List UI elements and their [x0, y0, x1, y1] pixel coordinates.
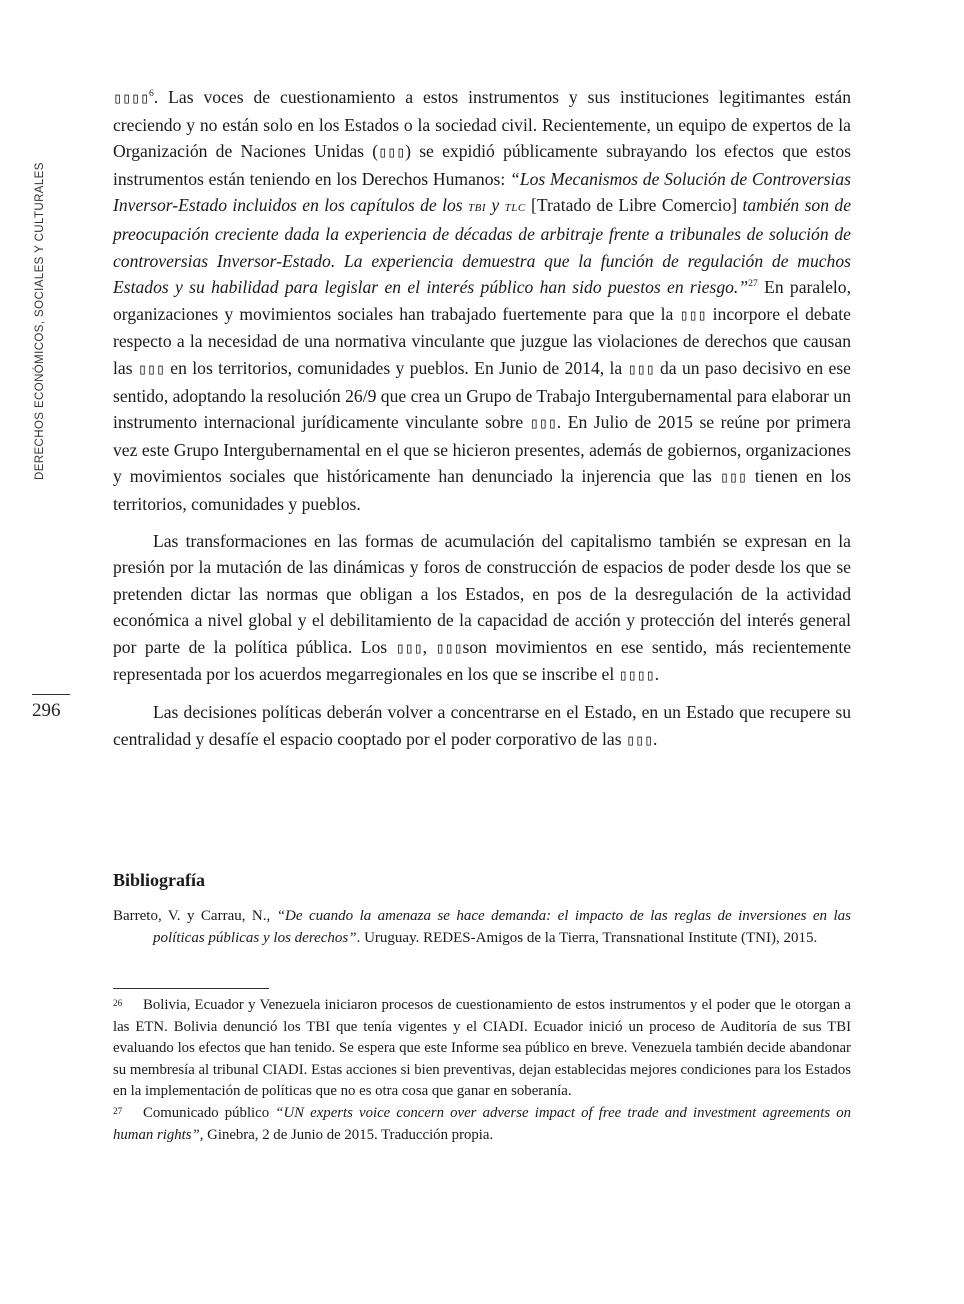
bib-author: Barreto, V. y Carrau, N.,: [113, 908, 277, 924]
footnote-27: [113, 1103, 851, 1146]
quote: “Los Mecanismos de Solución de Controversias Inversor-Estado incluidos en los capítulos de los: [113, 168, 851, 216]
text-run: da un paso decisivo en ese sentido, adoptando la resolución 26/9 que crea un Grupo de Trabajo Intergubernamental para elaborar un instrumento internacional jurídicamente vinculante sobre: [113, 357, 851, 433]
footnote-text: Bolivia, Ecuador y Venezuela iniciaron procesos de cuestionamiento de estos instrumentos y el poder que le otorgan a las ETN. Bolivia denunció los TBI que tenía vigentes y el CIADI. Ecuador inició un proceso de Auditoría de sus TBI evaluando los efectos que han tenido. Se espera que este Informe sea público en breve. Venezuela también decide abandonar su membresía al tribunal CIADI. Estas acciones si bien preventivas, dejan establecidas mejores condiciones para los Estados en la implementación de políticas que no es otra cosa que ganar en soberanía.: [113, 997, 851, 1100]
text-run: incorpore el debate respecto a la necesidad de una normativa vinculante que juzgue las violaciones de derechos que causan las: [113, 303, 851, 378]
text-run: . En Julio de 2015 se reúne por primera vez este Grupo Intergubernamental en el que se hicieron presentes, además de gobiernos, organizaciones y movimientos sociales que históricamente han denunciado la injerencia que las: [113, 412, 851, 487]
missing-glyphs: ▯▯▯: [627, 359, 655, 378]
bibliography-heading: Bibliografía: [113, 870, 206, 890]
bib-title: “De cuando la amenaza se hace demanda: el impacto de las reglas de inversiones en las políticas públicas y los derechos”: [153, 908, 851, 946]
footnote-ref-27: 27: [748, 278, 758, 290]
missing-glyphs: ▯▯▯: [625, 730, 653, 749]
paragraph-2: [113, 528, 851, 690]
acronym-tbi: tbi: [468, 198, 486, 216]
footnote-26: [113, 995, 851, 1103]
text-run: En paralelo, organizaciones y movimientos sociales han trabajado fuertemente para que la: [113, 277, 851, 324]
page-number: 296: [32, 700, 61, 721]
missing-glyphs: ▯▯▯: [395, 638, 423, 657]
missing-glyphs: ▯▯▯▯: [618, 666, 655, 685]
paragraph-1: [113, 84, 851, 518]
missing-glyphs: ▯▯▯: [435, 638, 463, 657]
text-run: .: [652, 728, 658, 749]
missing-glyphs: ▯▯▯: [719, 468, 747, 487]
text-run: .: [654, 664, 660, 685]
text-run: . Las voces de cuestionamiento a estos instrumentos y sus instituciones legitimantes están creciendo y no están solo en los Estados o la sociedad civil. Recientemente, un equipo de expertos de la Organización de Naciones Unidas (: [113, 87, 851, 162]
page-number-rule: [32, 694, 70, 695]
footnote-number: 26: [113, 998, 123, 1008]
missing-glyphs: ▯▯▯: [679, 305, 707, 324]
text-run: ,: [422, 636, 436, 657]
footnotes: [113, 995, 851, 1146]
missing-glyphs: ▯▯▯▯: [113, 89, 150, 107]
text-run: en los territorios, comunidades y pueblos. En Junio de 2014, la: [164, 357, 628, 378]
missing-glyphs: ▯▯▯: [378, 143, 406, 162]
footnote-text: , Ginebra, 2 de Junio de 2015. Traducción propia.: [199, 1126, 494, 1143]
bracket-note: [Tratado de Libre Comercio]: [525, 195, 743, 216]
missing-glyphs: ▯▯▯: [529, 414, 557, 433]
body-text: [113, 84, 851, 753]
paragraph-3: [113, 699, 851, 753]
quote: también son de preocupación creciente dada la experiencia de décadas de arbitraje frente a tribunales de solución de controversias Inversor-Estado. La experiencia demuestra que la función de regulación de muchos Estados y su habilidad para legislar en el interés público han sido puestos en riesgo.”: [113, 195, 852, 298]
footnote-ref-26: 6: [149, 88, 154, 100]
text-run: Las transformaciones en las formas de acumulación del capitalismo también se expresan en la presión por la mutación de las dinámicas y foros de construcción de espacios de poder desde los que se pretenden dictar las normas que obligan a los Estados, en pos de la desregulación de la actividad económica a nivel global y el debilitamiento de la capacidad de acción y protección del interés general por parte de la política pública. Los: [113, 530, 851, 657]
text-run: Las decisiones políticas deberán volver a concentrarse en el Estado, en un Estado que recupere su centralidad y desafíe el espacio cooptado por el poder corporativo de las: [113, 702, 851, 749]
running-title: DERECHOS ECONÓMICOS, SOCIALES Y CULTURALES: [34, 162, 46, 480]
quote: y: [486, 195, 505, 216]
bib-details: . Uruguay. REDES-Amigos de la Tierra, Transnational Institute (TNI), 2015.: [356, 930, 818, 946]
footnote-separator: [113, 988, 269, 989]
acronym-tlc: tlc: [504, 198, 526, 216]
footnote-number: 27: [113, 1105, 123, 1116]
text-run: ) se expidió públicamente subrayando los efectos que estos instrumentos están teniendo en los Derechos Humanos:: [113, 141, 851, 189]
footnote-text: Comunicado público: [143, 1104, 276, 1121]
text-run: son movimientos en ese sentido, más recientemente representada por los acuerdos megarregionales en los que se inscribe el: [113, 636, 852, 685]
missing-glyphs: ▯▯▯: [137, 359, 165, 378]
bibliography-entry: [113, 905, 851, 949]
footnote-quote: “UN experts voice concern over adverse impact of free trade and investment agreements on human rights”: [113, 1104, 852, 1143]
text-run: tienen en los territorios, comunidades y pueblos.: [113, 466, 852, 514]
